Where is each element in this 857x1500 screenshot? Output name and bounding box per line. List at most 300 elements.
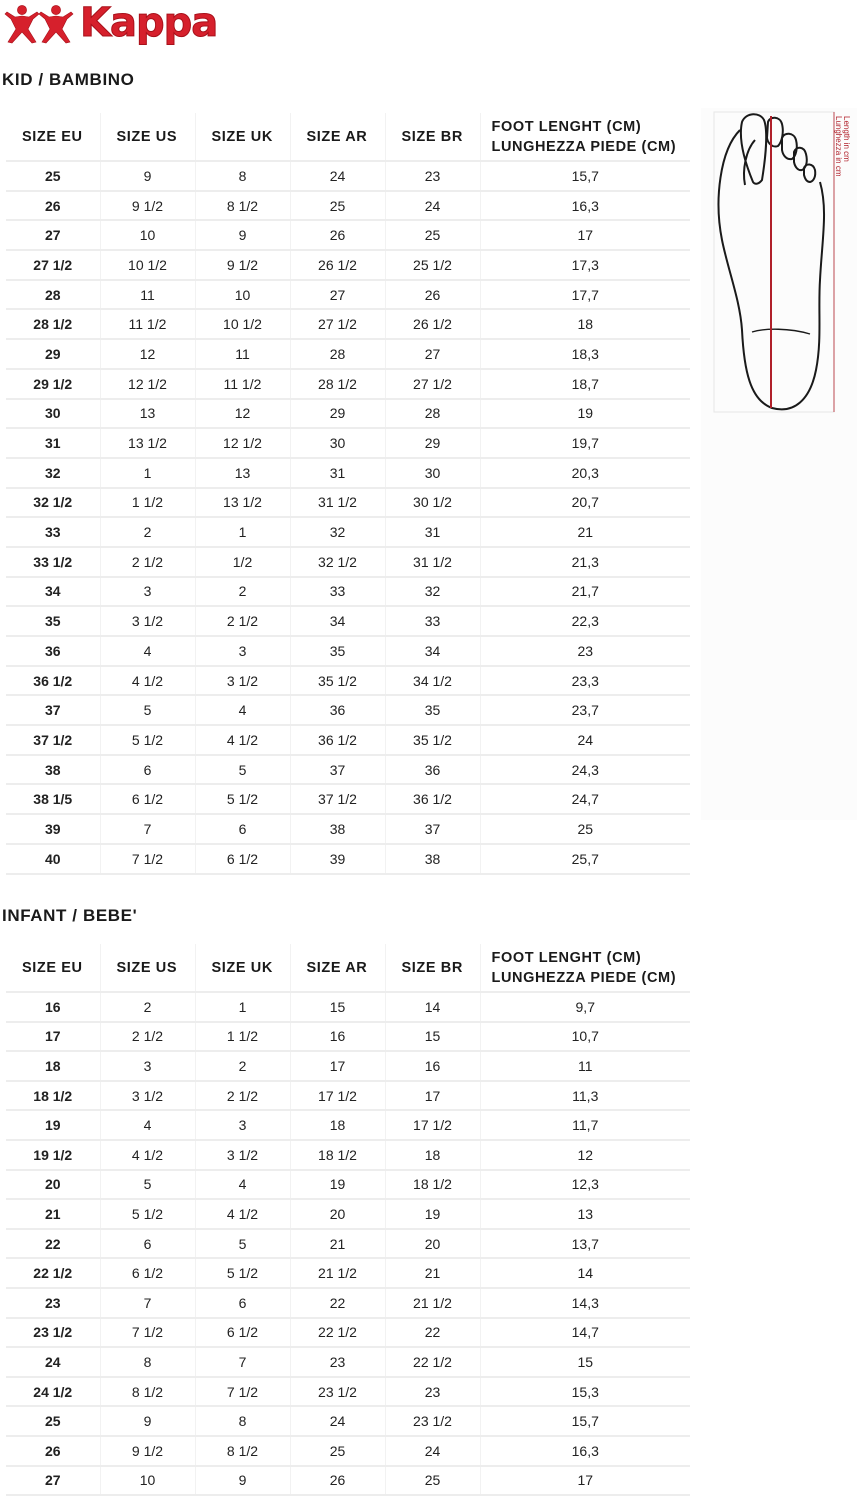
- cell-size-eu: 33: [6, 517, 100, 547]
- cell-foot-length: 24,3: [480, 755, 690, 785]
- cell-size-us: 5 1/2: [100, 725, 195, 755]
- cell-size-uk: 8: [195, 1406, 290, 1436]
- header-size-uk: SIZE UK: [195, 113, 290, 161]
- cell-foot-length: 12,3: [480, 1170, 690, 1200]
- cell-size-eu: 22 1/2: [6, 1258, 100, 1288]
- cell-size-us: 2: [100, 517, 195, 547]
- header-size-us: SIZE US: [100, 944, 195, 992]
- table-row: [6, 1199, 690, 1229]
- table-row: [6, 280, 690, 310]
- cell-size-uk: 13 1/2: [195, 488, 290, 518]
- cell-size-eu: 27: [6, 220, 100, 250]
- table-row: [6, 725, 690, 755]
- cell-size-uk: 9: [195, 1466, 290, 1496]
- kid-table-body: [6, 161, 690, 874]
- cell-size-uk: 6 1/2: [195, 1318, 290, 1348]
- cell-size-eu: 29: [6, 339, 100, 369]
- cell-size-eu: 23: [6, 1288, 100, 1318]
- cell-size-us: 7 1/2: [100, 844, 195, 874]
- cell-size-eu: 32 1/2: [6, 488, 100, 518]
- table-row: [6, 636, 690, 666]
- cell-size-br: 19: [385, 1199, 480, 1229]
- cell-foot-length: 17,7: [480, 280, 690, 310]
- cell-size-ar: 25: [290, 191, 385, 221]
- cell-size-eu: 18 1/2: [6, 1081, 100, 1111]
- kappa-omini-icon: [2, 2, 76, 46]
- cell-size-br: 15: [385, 1022, 480, 1052]
- infant-size-table: [6, 944, 690, 1496]
- cell-size-ar: 23: [290, 1347, 385, 1377]
- cell-size-us: 12 1/2: [100, 369, 195, 399]
- cell-size-eu: 31: [6, 428, 100, 458]
- table-row: [6, 577, 690, 607]
- cell-size-uk: 4 1/2: [195, 1199, 290, 1229]
- cell-size-eu: 23 1/2: [6, 1318, 100, 1348]
- header-size-ar: SIZE AR: [290, 113, 385, 161]
- cell-size-uk: 13: [195, 458, 290, 488]
- cell-size-br: 18 1/2: [385, 1170, 480, 1200]
- kappa-logo: [2, 2, 270, 46]
- cell-size-uk: 11 1/2: [195, 369, 290, 399]
- header-size-br: SIZE BR: [385, 944, 480, 992]
- cell-size-uk: 4: [195, 695, 290, 725]
- cell-size-br: 28: [385, 399, 480, 429]
- cell-size-ar: 19: [290, 1170, 385, 1200]
- cell-size-us: 5 1/2: [100, 1199, 195, 1229]
- cell-size-eu: 20: [6, 1170, 100, 1200]
- kid-section-title: KID / BAMBINO: [2, 70, 135, 89]
- table-row: [6, 1347, 690, 1377]
- cell-size-ar: 24: [290, 161, 385, 191]
- table-row: [6, 844, 690, 874]
- cell-size-eu: 24 1/2: [6, 1377, 100, 1407]
- cell-size-ar: 17: [290, 1051, 385, 1081]
- table-row: [6, 488, 690, 518]
- cell-foot-length: 25: [480, 814, 690, 844]
- cell-size-us: 3 1/2: [100, 606, 195, 636]
- cell-size-uk: 6: [195, 1288, 290, 1318]
- cell-size-br: 34: [385, 636, 480, 666]
- cell-size-br: 25: [385, 1466, 480, 1496]
- table-row: [6, 399, 690, 429]
- cell-size-ar: 34: [290, 606, 385, 636]
- cell-size-ar: 33: [290, 577, 385, 607]
- cell-size-ar: 26: [290, 220, 385, 250]
- cell-size-us: 2 1/2: [100, 1022, 195, 1052]
- cell-size-uk: 9 1/2: [195, 250, 290, 280]
- cell-foot-length: 24,7: [480, 784, 690, 814]
- cell-foot-length: 23: [480, 636, 690, 666]
- cell-foot-length: 18: [480, 309, 690, 339]
- cell-size-br: 34 1/2: [385, 666, 480, 696]
- table-row: [6, 814, 690, 844]
- table-row: [6, 755, 690, 785]
- cell-size-uk: 12: [195, 399, 290, 429]
- header-foot-length-en: FOOT LENGHT (CM): [491, 949, 642, 966]
- table-row: [6, 1466, 690, 1496]
- cell-foot-length: 17,3: [480, 250, 690, 280]
- cell-foot-length: 14,3: [480, 1288, 690, 1318]
- cell-size-ar: 26 1/2: [290, 250, 385, 280]
- cell-size-ar: 35 1/2: [290, 666, 385, 696]
- cell-size-us: 10: [100, 220, 195, 250]
- cell-size-br: 30: [385, 458, 480, 488]
- cell-size-ar: 38: [290, 814, 385, 844]
- table-row: [6, 666, 690, 696]
- cell-size-uk: 8 1/2: [195, 1436, 290, 1466]
- cell-size-us: 5: [100, 695, 195, 725]
- cell-size-uk: 12 1/2: [195, 428, 290, 458]
- cell-size-br: 26 1/2: [385, 309, 480, 339]
- table-row: [6, 369, 690, 399]
- table-row: [6, 547, 690, 577]
- cell-size-us: 1 1/2: [100, 488, 195, 518]
- cell-foot-length: 13: [480, 1199, 690, 1229]
- cell-size-us: 6 1/2: [100, 784, 195, 814]
- table-row: [6, 784, 690, 814]
- table-row: [6, 1406, 690, 1436]
- cell-size-us: 9: [100, 1406, 195, 1436]
- cell-size-uk: 9: [195, 220, 290, 250]
- cell-size-eu: 37 1/2: [6, 725, 100, 755]
- cell-size-us: 7: [100, 1288, 195, 1318]
- cell-size-ar: 22: [290, 1288, 385, 1318]
- cell-size-eu: 25: [6, 161, 100, 191]
- table-row: [6, 428, 690, 458]
- cell-size-uk: 5 1/2: [195, 784, 290, 814]
- cell-size-uk: 6: [195, 814, 290, 844]
- cell-size-br: 29: [385, 428, 480, 458]
- cell-size-us: 1: [100, 458, 195, 488]
- cell-size-uk: 11: [195, 339, 290, 369]
- cell-size-eu: 36: [6, 636, 100, 666]
- cell-size-us: 11: [100, 280, 195, 310]
- cell-size-eu: 26: [6, 191, 100, 221]
- cell-size-uk: 2: [195, 1051, 290, 1081]
- cell-size-br: 27 1/2: [385, 369, 480, 399]
- cell-size-br: 25: [385, 220, 480, 250]
- cell-size-uk: 3 1/2: [195, 666, 290, 696]
- cell-size-eu: 30: [6, 399, 100, 429]
- cell-size-br: 17 1/2: [385, 1110, 480, 1140]
- cell-size-us: 8: [100, 1347, 195, 1377]
- cell-size-eu: 27: [6, 1466, 100, 1496]
- cell-size-eu: 40: [6, 844, 100, 874]
- cell-size-eu: 37: [6, 695, 100, 725]
- cell-size-br: 21 1/2: [385, 1288, 480, 1318]
- cell-foot-length: 21,7: [480, 577, 690, 607]
- foot-outline-diagram: [710, 110, 857, 415]
- cell-size-ar: 29: [290, 399, 385, 429]
- cell-size-us: 7: [100, 814, 195, 844]
- cell-size-uk: 5: [195, 1229, 290, 1259]
- cell-size-uk: 1: [195, 992, 290, 1022]
- cell-size-eu: 19 1/2: [6, 1140, 100, 1170]
- cell-foot-length: 15,7: [480, 1406, 690, 1436]
- cell-size-eu: 16: [6, 992, 100, 1022]
- cell-foot-length: 11,3: [480, 1081, 690, 1111]
- cell-size-uk: 4: [195, 1170, 290, 1200]
- table-row: [6, 1140, 690, 1170]
- cell-size-ar: 28: [290, 339, 385, 369]
- cell-size-ar: 32 1/2: [290, 547, 385, 577]
- cell-size-ar: 20: [290, 1199, 385, 1229]
- cell-size-ar: 22 1/2: [290, 1318, 385, 1348]
- cell-size-uk: 5: [195, 755, 290, 785]
- table-row: [6, 1288, 690, 1318]
- cell-size-us: 11 1/2: [100, 309, 195, 339]
- header-foot-length: [480, 113, 690, 161]
- cell-size-uk: 3: [195, 636, 290, 666]
- cell-size-eu: 28: [6, 280, 100, 310]
- table-row: [6, 1081, 690, 1111]
- cell-size-ar: 15: [290, 992, 385, 1022]
- cell-foot-length: 20,7: [480, 488, 690, 518]
- cell-size-us: 6: [100, 1229, 195, 1259]
- cell-foot-length: 17: [480, 1466, 690, 1496]
- table-row: [6, 1258, 690, 1288]
- cell-size-ar: 23 1/2: [290, 1377, 385, 1407]
- cell-size-eu: 18: [6, 1051, 100, 1081]
- table-header-row: [6, 113, 690, 161]
- cell-size-br: 17: [385, 1081, 480, 1111]
- cell-size-eu: 35: [6, 606, 100, 636]
- cell-size-eu: 24: [6, 1347, 100, 1377]
- cell-size-us: 2: [100, 992, 195, 1022]
- cell-foot-length: 15,3: [480, 1377, 690, 1407]
- cell-size-us: 7 1/2: [100, 1318, 195, 1348]
- cell-foot-length: 23,3: [480, 666, 690, 696]
- cell-size-us: 4 1/2: [100, 1140, 195, 1170]
- cell-size-eu: 22: [6, 1229, 100, 1259]
- cell-size-eu: 36 1/2: [6, 666, 100, 696]
- cell-size-br: 30 1/2: [385, 488, 480, 518]
- cell-size-us: 9 1/2: [100, 1436, 195, 1466]
- cell-size-br: 26: [385, 280, 480, 310]
- header-size-us: SIZE US: [100, 113, 195, 161]
- cell-size-ar: 16: [290, 1022, 385, 1052]
- cell-size-us: 6 1/2: [100, 1258, 195, 1288]
- cell-size-eu: 21: [6, 1199, 100, 1229]
- table-row: [6, 458, 690, 488]
- cell-size-br: 22 1/2: [385, 1347, 480, 1377]
- table-row: [6, 1170, 690, 1200]
- cell-size-br: 18: [385, 1140, 480, 1170]
- brand-wordmark: Kappa: [80, 0, 218, 46]
- cell-size-ar: 24: [290, 1406, 385, 1436]
- cell-size-eu: 33 1/2: [6, 547, 100, 577]
- table-row: [6, 606, 690, 636]
- cell-size-us: 8 1/2: [100, 1377, 195, 1407]
- cell-size-br: 38: [385, 844, 480, 874]
- cell-size-us: 10: [100, 1466, 195, 1496]
- cell-size-eu: 25: [6, 1406, 100, 1436]
- cell-foot-length: 14,7: [480, 1318, 690, 1348]
- kid-size-table: [6, 113, 690, 875]
- cell-size-us: 4: [100, 636, 195, 666]
- cell-foot-length: 18,3: [480, 339, 690, 369]
- cell-foot-length: 9,7: [480, 992, 690, 1022]
- cell-size-uk: 10: [195, 280, 290, 310]
- cell-foot-length: 14: [480, 1258, 690, 1288]
- cell-size-uk: 10 1/2: [195, 309, 290, 339]
- cell-size-br: 37: [385, 814, 480, 844]
- table-row: [6, 1436, 690, 1466]
- cell-size-br: 27: [385, 339, 480, 369]
- cell-size-uk: 2 1/2: [195, 606, 290, 636]
- cell-size-br: 20: [385, 1229, 480, 1259]
- label-length-it: Lunghezza in cm: [834, 116, 843, 177]
- header-foot-length-it: LUNGHEZZA PIEDE (CM): [491, 138, 677, 155]
- cell-size-uk: 1: [195, 517, 290, 547]
- cell-size-br: 36 1/2: [385, 784, 480, 814]
- cell-foot-length: 13,7: [480, 1229, 690, 1259]
- cell-size-ar: 37 1/2: [290, 784, 385, 814]
- header-size-eu: SIZE EU: [6, 944, 100, 992]
- cell-size-eu: 19: [6, 1110, 100, 1140]
- cell-size-br: 23: [385, 1377, 480, 1407]
- cell-size-ar: 26: [290, 1466, 385, 1496]
- cell-size-ar: 18 1/2: [290, 1140, 385, 1170]
- header-size-uk: SIZE UK: [195, 944, 290, 992]
- table-row: [6, 1022, 690, 1052]
- cell-size-us: 9: [100, 161, 195, 191]
- table-row: [6, 250, 690, 280]
- cell-size-us: 2 1/2: [100, 547, 195, 577]
- cell-size-eu: 26: [6, 1436, 100, 1466]
- table-row: [6, 161, 690, 191]
- table-row: [6, 1051, 690, 1081]
- cell-foot-length: 19,7: [480, 428, 690, 458]
- cell-size-br: 23 1/2: [385, 1406, 480, 1436]
- cell-size-ar: 30: [290, 428, 385, 458]
- cell-size-ar: 39: [290, 844, 385, 874]
- cell-foot-length: 11,7: [480, 1110, 690, 1140]
- cell-size-us: 13 1/2: [100, 428, 195, 458]
- cell-size-br: 22: [385, 1318, 480, 1348]
- cell-size-us: 3: [100, 577, 195, 607]
- cell-size-eu: 34: [6, 577, 100, 607]
- cell-size-uk: 4 1/2: [195, 725, 290, 755]
- cell-foot-length: 21: [480, 517, 690, 547]
- cell-size-eu: 32: [6, 458, 100, 488]
- cell-size-ar: 25: [290, 1436, 385, 1466]
- cell-foot-length: 15: [480, 1347, 690, 1377]
- cell-size-ar: 28 1/2: [290, 369, 385, 399]
- cell-size-br: 23: [385, 161, 480, 191]
- table-row: [6, 339, 690, 369]
- cell-size-ar: 17 1/2: [290, 1081, 385, 1111]
- table-header-row: [6, 944, 690, 992]
- cell-size-br: 25 1/2: [385, 250, 480, 280]
- cell-foot-length: 22,3: [480, 606, 690, 636]
- cell-size-eu: 38 1/5: [6, 784, 100, 814]
- cell-size-eu: 17: [6, 1022, 100, 1052]
- cell-size-br: 33: [385, 606, 480, 636]
- header-foot-length-en: FOOT LENGHT (CM): [491, 118, 642, 135]
- cell-size-ar: 21 1/2: [290, 1258, 385, 1288]
- cell-size-br: 31: [385, 517, 480, 547]
- cell-size-uk: 3: [195, 1110, 290, 1140]
- cell-size-us: 6: [100, 755, 195, 785]
- cell-size-eu: 28 1/2: [6, 309, 100, 339]
- cell-size-us: 4 1/2: [100, 666, 195, 696]
- cell-foot-length: 23,7: [480, 695, 690, 725]
- table-row: [6, 992, 690, 1022]
- cell-foot-length: 17: [480, 220, 690, 250]
- cell-size-uk: 5 1/2: [195, 1258, 290, 1288]
- cell-size-uk: 8 1/2: [195, 191, 290, 221]
- cell-size-eu: 39: [6, 814, 100, 844]
- cell-size-ar: 37: [290, 755, 385, 785]
- header-size-br: SIZE BR: [385, 113, 480, 161]
- label-length-en: Length in cm: [842, 116, 851, 162]
- cell-size-uk: 7 1/2: [195, 1377, 290, 1407]
- cell-size-eu: 27 1/2: [6, 250, 100, 280]
- cell-size-ar: 31: [290, 458, 385, 488]
- cell-size-us: 5: [100, 1170, 195, 1200]
- cell-foot-length: 16,3: [480, 191, 690, 221]
- cell-size-br: 31 1/2: [385, 547, 480, 577]
- cell-size-ar: 32: [290, 517, 385, 547]
- cell-size-br: 21: [385, 1258, 480, 1288]
- cell-size-ar: 31 1/2: [290, 488, 385, 518]
- table-row: [6, 695, 690, 725]
- cell-size-ar: 27 1/2: [290, 309, 385, 339]
- cell-foot-length: 18,7: [480, 369, 690, 399]
- cell-size-br: 16: [385, 1051, 480, 1081]
- cell-size-us: 3: [100, 1051, 195, 1081]
- cell-size-us: 4: [100, 1110, 195, 1140]
- cell-size-us: 10 1/2: [100, 250, 195, 280]
- table-row: [6, 1110, 690, 1140]
- cell-size-ar: 21: [290, 1229, 385, 1259]
- cell-foot-length: 10,7: [480, 1022, 690, 1052]
- cell-foot-length: 21,3: [480, 547, 690, 577]
- cell-size-br: 36: [385, 755, 480, 785]
- cell-size-us: 3 1/2: [100, 1081, 195, 1111]
- cell-size-ar: 35: [290, 636, 385, 666]
- cell-foot-length: 12: [480, 1140, 690, 1170]
- cell-foot-length: 20,3: [480, 458, 690, 488]
- cell-foot-length: 11: [480, 1051, 690, 1081]
- cell-size-br: 14: [385, 992, 480, 1022]
- cell-foot-length: 19: [480, 399, 690, 429]
- table-row: [6, 1229, 690, 1259]
- infant-section-title: INFANT / BEBE': [2, 906, 138, 925]
- table-row: [6, 220, 690, 250]
- table-row: [6, 1318, 690, 1348]
- header-size-eu: SIZE EU: [6, 113, 100, 161]
- cell-size-br: 24: [385, 191, 480, 221]
- cell-size-uk: 3 1/2: [195, 1140, 290, 1170]
- table-row: [6, 517, 690, 547]
- cell-size-br: 24: [385, 1436, 480, 1466]
- cell-size-eu: 38: [6, 755, 100, 785]
- cell-size-br: 35: [385, 695, 480, 725]
- header-foot-length: [480, 944, 690, 992]
- cell-foot-length: 15,7: [480, 161, 690, 191]
- cell-size-br: 32: [385, 577, 480, 607]
- header-size-ar: SIZE AR: [290, 944, 385, 992]
- cell-size-ar: 36: [290, 695, 385, 725]
- cell-size-uk: 1 1/2: [195, 1022, 290, 1052]
- cell-size-uk: 7: [195, 1347, 290, 1377]
- cell-size-ar: 36 1/2: [290, 725, 385, 755]
- cell-foot-length: 25,7: [480, 844, 690, 874]
- cell-size-uk: 2 1/2: [195, 1081, 290, 1111]
- cell-size-uk: 8: [195, 161, 290, 191]
